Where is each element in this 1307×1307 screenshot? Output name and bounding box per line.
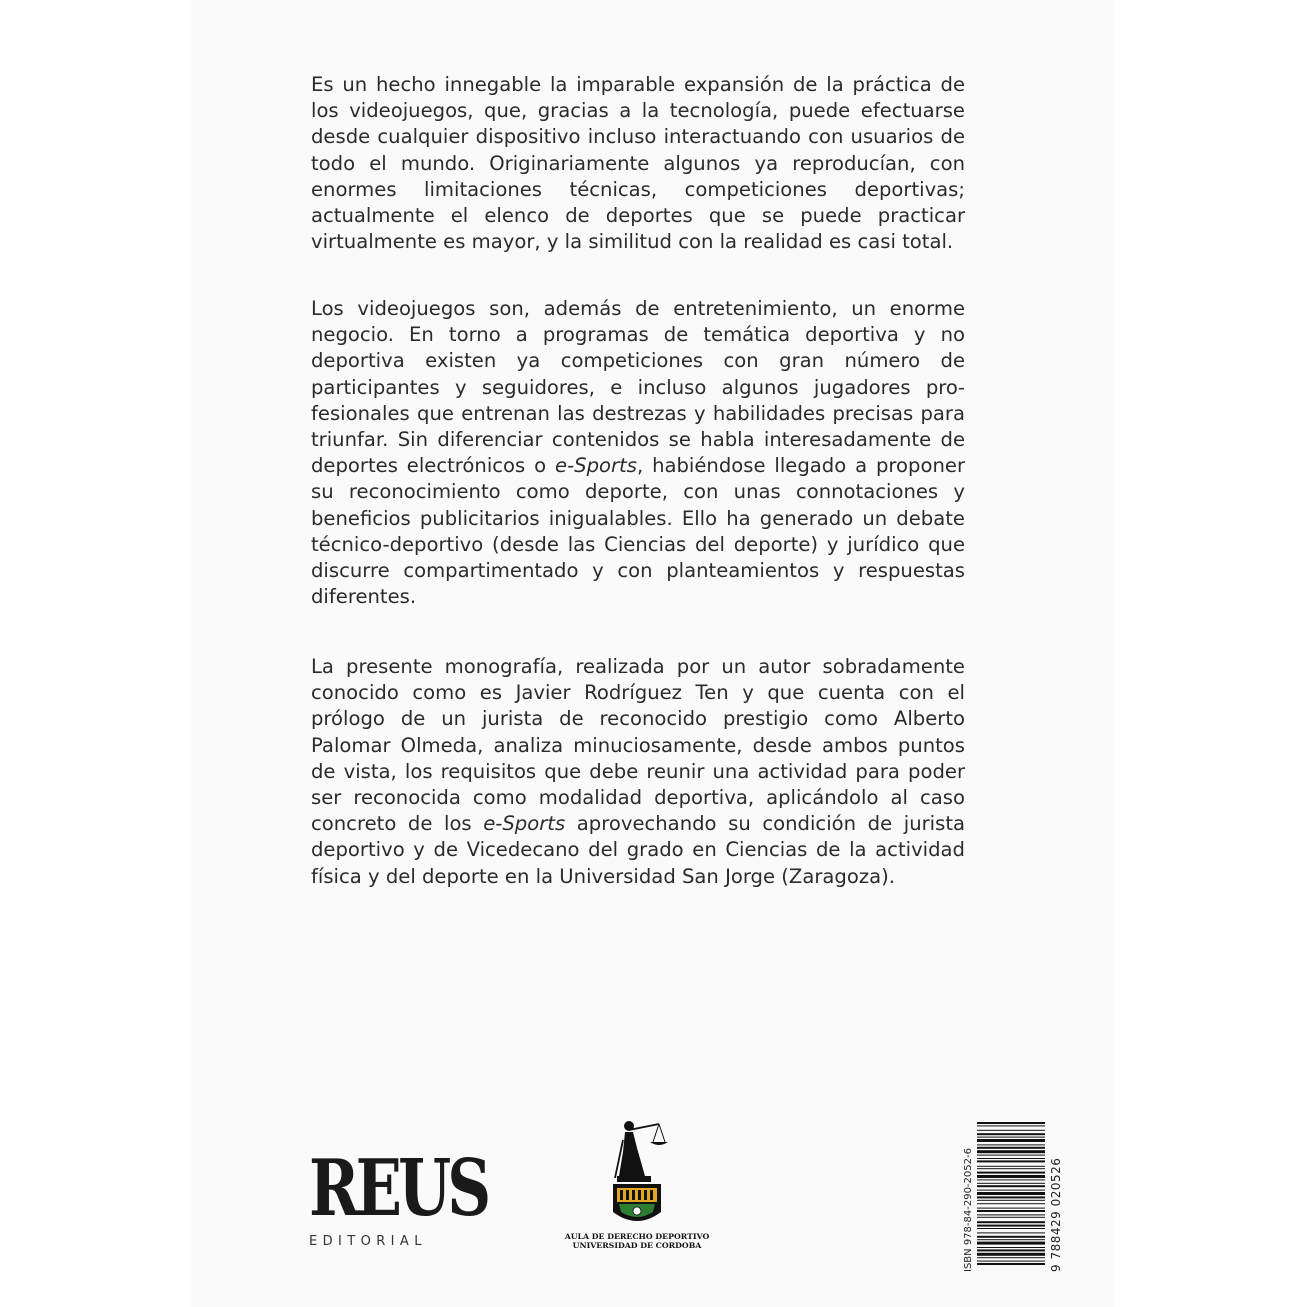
barcode-bar	[977, 1210, 1045, 1212]
barcode-bar	[977, 1200, 1045, 1201]
barcode-bar	[977, 1261, 1045, 1262]
barcode-bar	[977, 1179, 1045, 1180]
barcode-bar	[977, 1166, 1045, 1167]
barcode-bar	[977, 1139, 1045, 1142]
blurb-paragraph-3	[311, 654, 965, 890]
barcode-bar	[977, 1192, 1045, 1195]
barcode-bar	[977, 1185, 1045, 1187]
barcode-bar	[977, 1190, 1045, 1191]
justice-statue-emblem-icon	[587, 1112, 687, 1232]
barcode-bar	[977, 1203, 1045, 1204]
paragraph-3-part-a: La presente monografía, realizada por un autor sobradamente conocido como es Javier Rodríguez Ten y que cuenta con el prólogo de un jurista de reconocido prestigio como Alberto Palomar Olmeda, analiza minuciosamente, desde ambos puntos de vista, los requisitos que debe reunir una actividad para poder ser reconocida como modalidad deportiva, aplicándolo al caso concreto de los	[311, 655, 965, 836]
barcode-bar	[977, 1249, 1045, 1251]
barcode-bar	[977, 1221, 1045, 1223]
barcode-bar	[977, 1239, 1045, 1240]
barcode-bar	[977, 1160, 1045, 1162]
barcode-icon	[963, 1118, 1063, 1272]
barcode-bar	[977, 1253, 1045, 1256]
reus-editorial-logo	[309, 1143, 488, 1249]
isbn-barcode	[963, 1118, 1063, 1272]
barcode-bar	[977, 1172, 1045, 1174]
publisher-subtitle: EDITORIAL	[309, 1234, 427, 1249]
publisher-name: REUS	[309, 1143, 488, 1234]
aula-line-2: UNIVERSIDAD DE CORDOBA	[572, 1241, 702, 1250]
barcode-bar	[977, 1147, 1045, 1149]
barcode-bar	[977, 1242, 1045, 1245]
barcode-digits: 9 788429 020526	[1049, 1157, 1063, 1272]
barcode-bar	[977, 1125, 1045, 1126]
barcode-bar	[977, 1232, 1045, 1233]
barcode-bar	[977, 1168, 1045, 1169]
barcode-bar	[977, 1155, 1045, 1156]
e-sports-italic-2: e-Sports	[483, 812, 566, 836]
barcode-bar	[977, 1217, 1045, 1218]
barcode-bar	[977, 1130, 1045, 1131]
barcode-bar	[977, 1175, 1045, 1178]
barcode-bar	[977, 1263, 1045, 1265]
paragraph-3-text	[311, 654, 965, 890]
barcode-bar	[977, 1183, 1045, 1184]
blurb-paragraph-2	[311, 296, 965, 610]
e-sports-italic: e-Sports	[555, 454, 637, 478]
paragraph-2-part-a: Los videojuegos son, además de entretenimiento, un enorme negocio. En torno a programas de temática deportiva y no deportiva existen ya competiciones con gran número de participantes y seguidores, e incluso algunos jugadores profesionales que entrenan las destrezas y habilidades precisas para triunfar. Sin diferenciar contenidos se habla interesadamente de deportes electrónicos o	[311, 297, 965, 478]
barcode-bar	[977, 1247, 1045, 1248]
paragraph-1-text: Es un hecho innegable la imparable expansión de la práctica de los videojuegos, que, gracias a la tecnología, puede efectuarse desde cualquier dispositivo incluso interactuando con usuarios de todo el mundo. Originariamente algunos ya reproducían, con enormes limitaciones técnicas, competiciones deportivas; actualmente el elenco de deportes que se puede practicar virtualmente es mayor, y la similitud con la realidad es casi total.	[311, 73, 965, 254]
blurb-paragraph-1	[311, 72, 965, 255]
barcode-bar	[977, 1257, 1045, 1258]
barcode-bar	[977, 1214, 1045, 1215]
paragraph-2-text	[311, 296, 965, 610]
isbn-label: ISBN 978-84-290-2052-6	[963, 1148, 974, 1272]
barcode-bar	[977, 1158, 1045, 1159]
paragraph-3-part-b: aprovechando su condición de jurista deportivo y de Vicedecano del grado en Ciencias de la actividad física y del deporte en la Universidad San Jorge (Zaragoza).	[311, 812, 966, 888]
barcode-bar	[977, 1133, 1045, 1135]
barcode-bar	[977, 1150, 1045, 1153]
barcode-bar	[977, 1137, 1045, 1138]
aula-derecho-deportivo-logo	[562, 1112, 712, 1250]
barcode-bar	[977, 1228, 1045, 1229]
barcode-bar	[977, 1225, 1045, 1227]
barcode-bar	[977, 1196, 1045, 1198]
barcode-bar	[977, 1144, 1045, 1145]
barcode-bar	[977, 1208, 1045, 1209]
barcode-bar	[977, 1122, 1045, 1124]
paragraph-2-part-b: , habiéndose llegado a proponer su reconocimiento como deporte, con unas connotaciones y beneficios publicitarios inigualables. Ello ha generado un debate técnico-deportivo (desde las Ciencias del deporte) y jurídico que discurre compartimentado y con planteamientos y respuestas diferentes.	[311, 454, 966, 609]
barcode-bar	[977, 1236, 1045, 1238]
aula-line-1: AULA DE DERECHO DEPORTIVO	[564, 1232, 710, 1241]
